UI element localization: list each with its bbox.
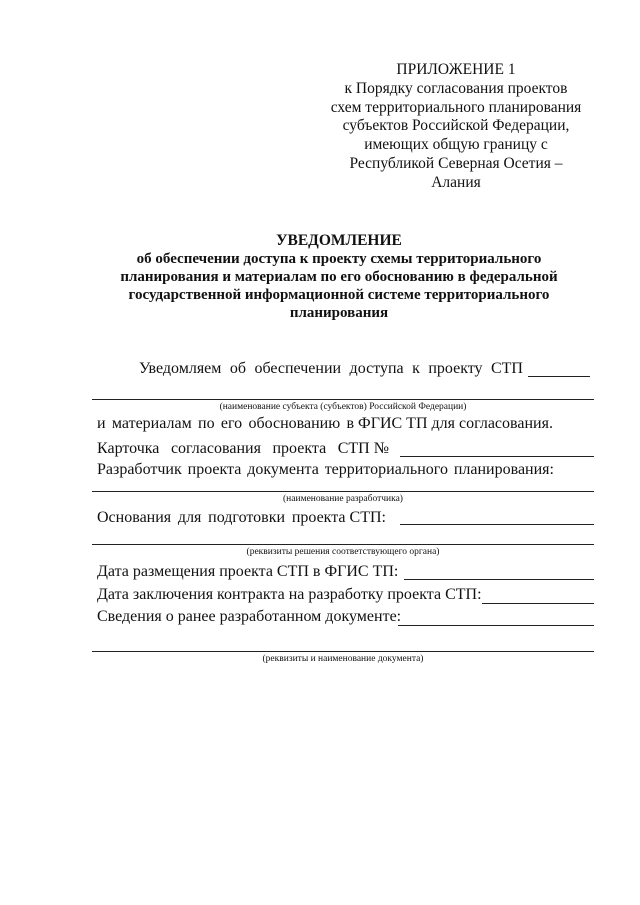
word: согласования: [170, 440, 261, 457]
materials-text: [97, 414, 553, 434]
word: проекта: [187, 461, 242, 478]
field-caption: (реквизиты решения соответствующего органа): [246, 547, 440, 557]
appendix-line: к Порядку согласования проектов: [344, 79, 568, 97]
card-text: [97, 439, 389, 459]
appendix-line: Алания: [431, 173, 481, 191]
word: его: [220, 415, 243, 432]
word: планирования:: [453, 461, 554, 478]
contract-date-field[interactable]: [482, 603, 594, 604]
developer-name-field[interactable]: [92, 491, 594, 492]
field-caption: (наименование разработчика): [283, 494, 403, 504]
word: СТП: [490, 360, 523, 377]
word: СТП №: [337, 440, 389, 457]
document-heading: [96, 232, 582, 322]
prior-document-field[interactable]: [398, 625, 594, 626]
basis-field[interactable]: [400, 524, 594, 525]
word: доступа: [349, 360, 404, 377]
heading-line: государственной информационной системе территориального: [128, 287, 550, 303]
field-caption: (реквизиты и наименование документа): [262, 654, 424, 664]
notify-text: [139, 359, 523, 379]
word: по: [198, 415, 215, 432]
prior-document-label: Сведения о ранее разработанном документе:: [97, 608, 402, 625]
field-caption: (наименование субъекта (субъектов) Российской Федерации): [219, 402, 467, 412]
developer-text: [97, 460, 554, 480]
basis-details-field[interactable]: [92, 544, 594, 545]
appendix-line: схем территориального планирования: [330, 98, 582, 116]
word: проекту: [428, 360, 483, 377]
word: обоснованию: [248, 415, 341, 432]
appendix-line: Республикой Северная Осетия –: [349, 154, 563, 172]
word: Разработчик: [97, 461, 182, 478]
project-name-field[interactable]: [528, 376, 590, 377]
heading-line: планирования и материалам по его обоснованию в федеральной: [120, 269, 558, 285]
appendix-line: имеющих общую границу с: [364, 136, 548, 154]
heading-line: об обеспечении доступа к проекту схемы территориального: [136, 251, 542, 267]
heading-line: планирования: [289, 305, 389, 321]
word: для: [177, 509, 202, 526]
word: Карточка: [97, 440, 160, 457]
contract-date-label: Дата заключения контракта на разработку проекта СТП:: [97, 586, 482, 603]
word: обеспечении: [254, 360, 342, 377]
basis-text: [97, 508, 386, 528]
word: Уведомляем: [139, 360, 222, 377]
word: и: [97, 415, 106, 432]
word: Основания: [97, 509, 172, 526]
subject-name-field[interactable]: [92, 399, 594, 400]
placement-date-label: Дата размещения проекта СТП в ФГИС ТП:: [97, 563, 399, 580]
appendix-line: субъектов Российской Федерации,: [342, 117, 570, 135]
word: об: [229, 360, 246, 377]
appendix-header: [328, 61, 584, 193]
word: проекта СТП:: [291, 509, 386, 526]
document-title: УВЕДОМЛЕНИЕ: [276, 232, 402, 249]
prior-document-details-field[interactable]: [92, 651, 594, 652]
word: к: [412, 360, 420, 377]
appendix-line: ПРИЛОЖЕНИЕ 1: [396, 61, 516, 78]
word: подготовки: [208, 509, 286, 526]
word: территориального: [324, 461, 448, 478]
word: материалам: [111, 415, 192, 432]
word: документа: [247, 461, 319, 478]
card-number-field[interactable]: [400, 456, 594, 457]
placement-date-field[interactable]: [404, 579, 594, 580]
word: проекта: [272, 440, 327, 457]
word: в ФГИС ТП для согласования.: [346, 415, 553, 432]
